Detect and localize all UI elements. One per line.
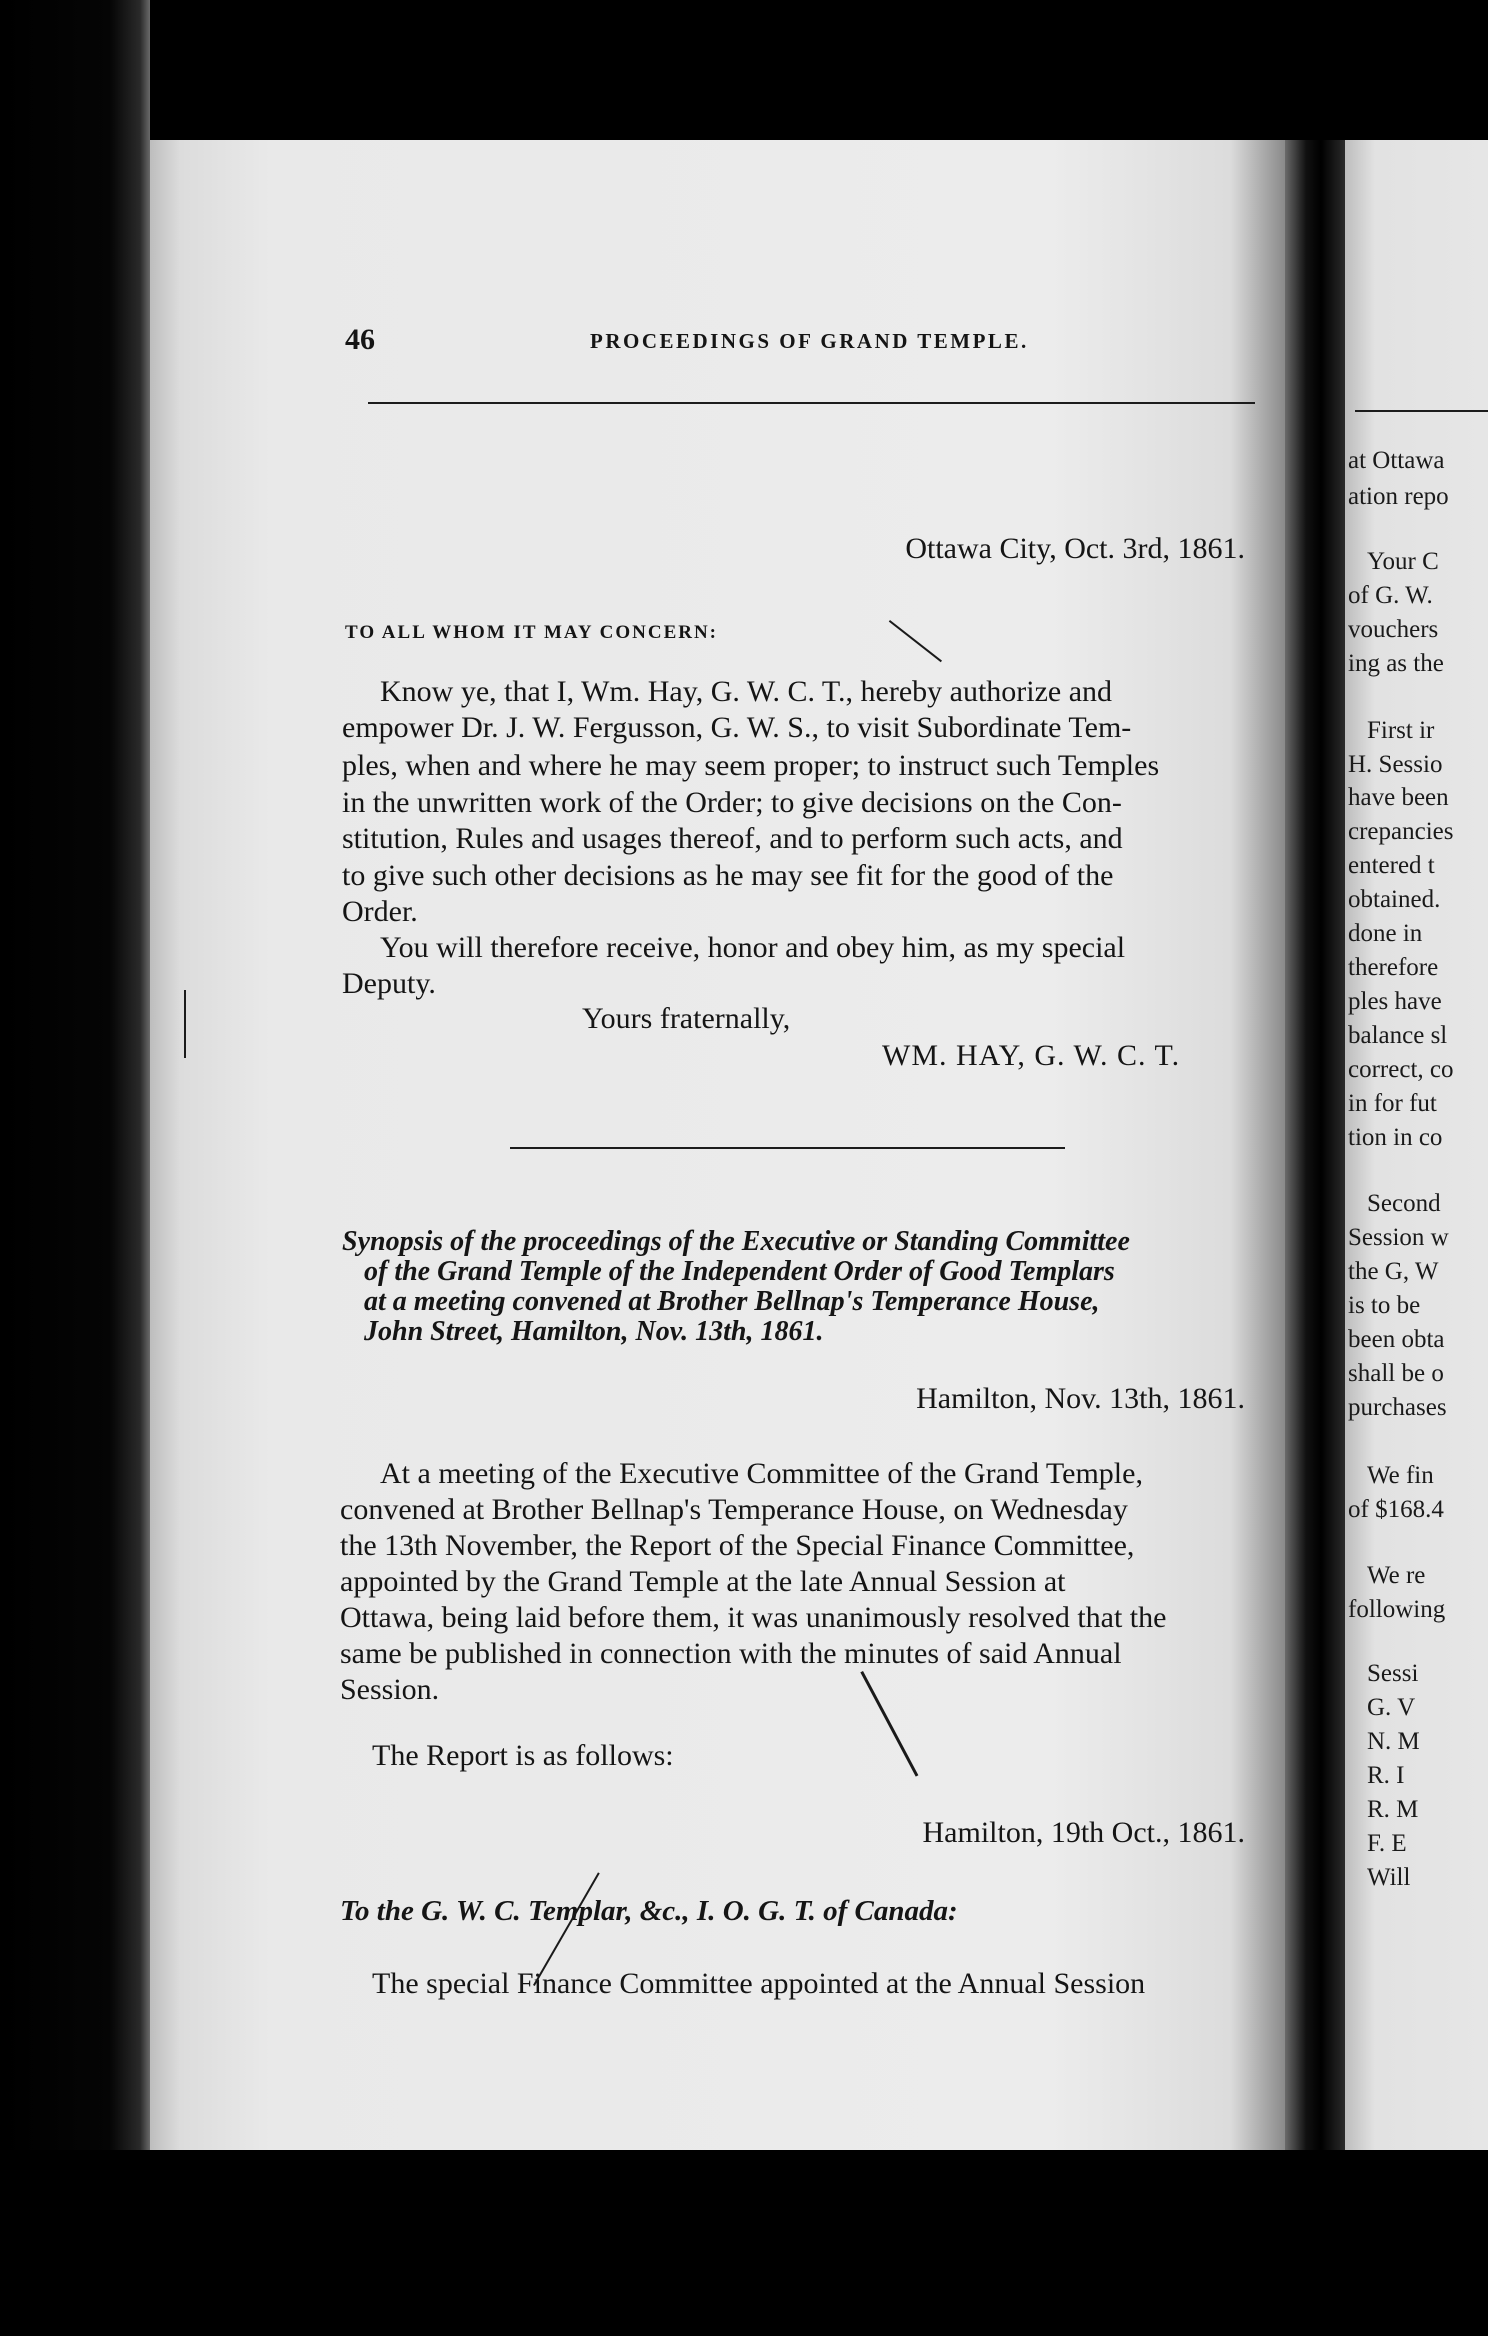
right-page-line: entered t (1348, 852, 1435, 879)
right-page-header-rule (1355, 410, 1488, 412)
salutation: TO ALL WHOM IT MAY CONCERN: (345, 622, 719, 643)
dateline-hamilton-oct (700, 1817, 1245, 1849)
right-page-line: R. I (1367, 1762, 1405, 1789)
paragraph-line: the 13th November, the Report of the Special Finance Committee, (340, 1529, 1135, 1562)
book-page-right-edge (1345, 140, 1488, 2150)
closing: Yours fraternally, (582, 1002, 791, 1035)
right-page-line: following (1348, 1596, 1446, 1623)
paragraph-line: convened at Brother Bellnap's Temperance House, on Wednesday (340, 1493, 1128, 1526)
right-page-line: ation repo (1348, 483, 1449, 510)
right-page-line: at Ottawa (1348, 447, 1445, 474)
header-rule (368, 402, 1255, 404)
paragraph-line: same be published in connection with the minutes of said Annual (340, 1637, 1122, 1670)
paragraph-line: You will therefore receive, honor and obey him, as my special (380, 931, 1126, 964)
right-page-line: We re (1367, 1562, 1426, 1589)
paragraph-line: stitution, Rules and usages thereof, and to perform such acts, and (342, 822, 1123, 855)
paragraph-line: Ottawa, being laid before them, it was unanimously resolved that the (340, 1601, 1167, 1634)
right-page-line: R. M (1367, 1796, 1419, 1823)
right-page-line: balance sl (1348, 1022, 1448, 1049)
dateline-ottawa-text: Ottawa City, Oct. 3rd, 1861. (905, 532, 1245, 565)
dateline-hamilton-oct-text: Hamilton, 19th Oct., 1861. (922, 1816, 1245, 1849)
right-page-line: Sessi (1367, 1660, 1419, 1687)
right-page-line: of $168.4 (1348, 1496, 1444, 1523)
running-head: PROCEEDINGS OF GRAND TEMPLE. (590, 329, 1029, 353)
scan-top-border (150, 0, 1488, 140)
right-page-line: been obta (1348, 1326, 1445, 1353)
scan-bottom-border (0, 2150, 1488, 2336)
right-page-line: shall be o (1348, 1360, 1444, 1387)
paragraph-line: ples, when and where he may seem proper; to instruct such Temples (342, 749, 1160, 782)
scan-left-border (0, 0, 150, 2336)
right-page-line: ing as the (1348, 650, 1444, 677)
paragraph-line: to give such other decisions as he may see fit for the good of the (342, 859, 1114, 892)
signature: WM. HAY, G. W. C. T. (882, 1039, 1181, 1072)
report-intro: The Report is as follows: (372, 1739, 674, 1772)
right-page-line: of G. W. (1348, 582, 1433, 609)
right-page-line: tion in co (1348, 1124, 1443, 1151)
paragraph-line: The special Finance Committee appointed at the Annual Session (372, 1967, 1146, 2000)
right-page-line: in for fut (1348, 1090, 1437, 1117)
paragraph-line: Order. (342, 895, 418, 928)
right-page-line: N. M (1367, 1728, 1420, 1755)
paragraph-line: At a meeting of the Executive Committee of the Grand Temple, (380, 1457, 1143, 1490)
right-page-line: Your C (1367, 548, 1439, 575)
page-number: 46 (345, 323, 375, 356)
right-page-line: ples have (1348, 988, 1442, 1015)
address-line: To the G. W. C. Templar, &c., I. O. G. T. of Canada: (340, 1895, 958, 1927)
right-page-line: the G, W (1348, 1258, 1439, 1285)
right-page-line: Will (1367, 1864, 1411, 1891)
paragraph-line: empower Dr. J. W. Fergusson, G. W. S., to visit Subordinate Tem- (342, 711, 1132, 744)
right-page-line: Session w (1348, 1224, 1449, 1251)
right-page-line: F. E (1367, 1830, 1407, 1857)
right-page-line: crepancies (1348, 818, 1454, 845)
dateline-hamilton-nov-text: Hamilton, Nov. 13th, 1861. (916, 1382, 1245, 1415)
dateline-hamilton-nov (700, 1383, 1245, 1415)
right-page-line: obtained. (1348, 886, 1441, 913)
right-page-line: H. Sessio (1348, 751, 1443, 778)
paragraph-line: Deputy. (342, 967, 436, 1000)
paragraph-line: in the unwritten work of the Order; to give decisions on the Con- (342, 786, 1122, 819)
dateline-ottawa (700, 533, 1245, 565)
synopsis-line: of the Grand Temple of the Independent Order of Good Templars (364, 1256, 1115, 1287)
page-header (345, 323, 1260, 363)
right-page-line: Second (1367, 1190, 1441, 1217)
synopsis-line: at a meeting convened at Brother Bellnap's Temperance House, (364, 1286, 1100, 1317)
paragraph-line: Session. (340, 1673, 440, 1706)
right-page-line: done in (1348, 920, 1423, 947)
right-page-line: is to be (1348, 1292, 1421, 1319)
right-page-line: First ir (1367, 717, 1435, 744)
right-page-line: correct, co (1348, 1056, 1454, 1083)
right-page-line: therefore (1348, 954, 1439, 981)
right-page-line: vouchers (1348, 616, 1439, 643)
paragraph-line: appointed by the Grand Temple at the late Annual Session at (340, 1565, 1066, 1598)
synopsis-line: Synopsis of the proceedings of the Executive or Standing Committee (342, 1226, 1130, 1257)
book-gutter (1285, 140, 1345, 2150)
paragraph-line: Know ye, that I, Wm. Hay, G. W. C. T., hereby authorize and (380, 675, 1113, 708)
margin-tick (184, 990, 186, 1058)
right-page-line: have been (1348, 784, 1449, 811)
right-page-line: purchases (1348, 1394, 1447, 1421)
right-page-line: G. V (1367, 1694, 1416, 1721)
synopsis-line: John Street, Hamilton, Nov. 13th, 1861. (364, 1316, 824, 1347)
section-rule (510, 1147, 1065, 1149)
right-page-line: We fin (1367, 1462, 1434, 1489)
